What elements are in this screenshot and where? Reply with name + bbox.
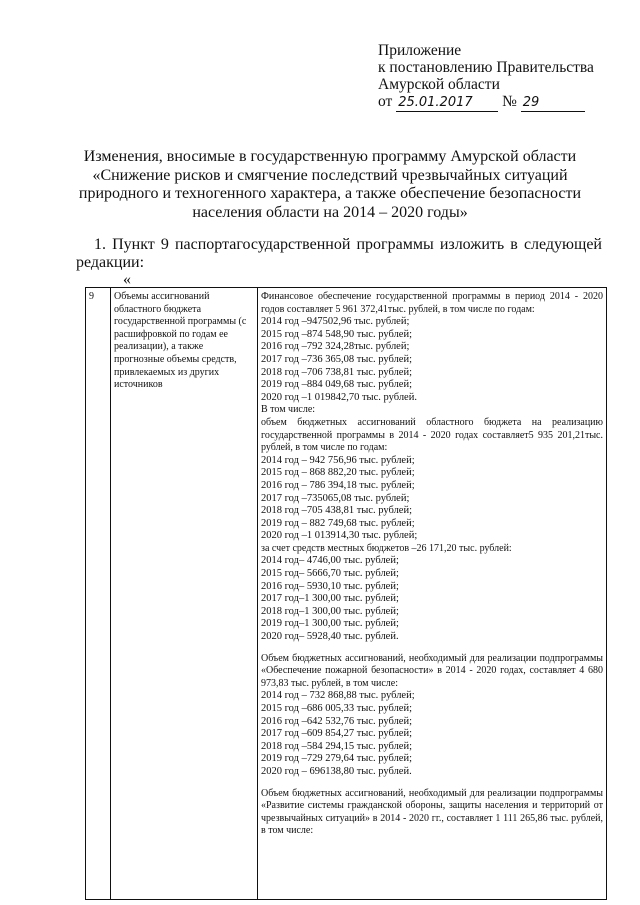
regional-years-list xyxy=(261,455,603,543)
year-line: 2016 год– 5930,10 тыс. рублей; xyxy=(261,580,399,592)
handwritten-number: 29 xyxy=(521,94,585,112)
including-label: В том числе: xyxy=(261,404,316,416)
local-years-list xyxy=(261,555,603,643)
header-date-line xyxy=(378,93,594,112)
header-line-3: Амурской области xyxy=(378,76,500,93)
year-line: 2019 год – 882 749,68 тыс. рублей; xyxy=(261,517,415,529)
document-header xyxy=(378,42,594,112)
year-line: 2019 год –884 049,68 тыс. рублей; xyxy=(261,379,413,391)
year-line: 2014 год –947502,96 тыс. рублей; xyxy=(261,316,410,328)
year-line: 2020 год –1 019842,70 тыс. рублей. xyxy=(261,391,417,403)
year-line: 2016 год –792 324,28тыс. рублей; xyxy=(261,341,410,353)
fire-subprogram-intro: Объем бюджетных ассигнований, необходимый для реализации подпрограммы «Обеспечение пожарной безопасности» в 2014 - 2020 годах, составляет 4 680 973,83 тыс. рублей, в том числе: xyxy=(261,652,603,689)
civil-defense-intro: Объем бюджетных ассигнований, необходимый для реализации подпрограммы «Развитие системы гражданской обороны, защиты населения и территорий от чрезвычайных ситуаций» в 2014 - 2020 гг., составляет 1 111 265,86 тыс. рублей, в том числе: xyxy=(261,787,603,837)
year-line: 2014 год – 942 756,96 тыс. рублей; xyxy=(261,454,415,466)
regional-intro: объем бюджетных ассигнований областного бюджета на реализацию государственной программы в 2014 - 2020 годах составляет5 935 201,21тыс. рублей, в том числе по годам: xyxy=(261,416,603,454)
total-intro: Финансовое обеспечение государственной программы в период 2014 - 2020 годов составляет 5 961 372,41тыс. рублей, в том числе по годам: xyxy=(261,291,603,315)
number-prefix: № xyxy=(502,93,517,110)
row-label: Объемы ассигнований областного бюджета государственной программы (с расшифровкой по годам ее реализации), а также прогнозные объемы средств, привлекаемых из других источников xyxy=(111,288,258,900)
header-line-1: Приложение xyxy=(378,42,462,59)
year-line: 2016 год –642 532,76 тыс. рублей; xyxy=(261,715,413,727)
year-line: 2018 год –706 738,81 тыс. рублей; xyxy=(261,366,413,378)
handwritten-date: 25.01.2017 xyxy=(396,94,498,112)
passport-table xyxy=(85,287,607,900)
year-line: 2019 год–1 300,00 тыс. рублей; xyxy=(261,618,399,630)
year-line: 2015 год –874 548,90 тыс. рублей; xyxy=(261,328,413,340)
year-line: 2018 год –705 438,81 тыс. рублей; xyxy=(261,505,413,517)
year-line: 2017 год–1 300,00 тыс. рублей; xyxy=(261,593,399,605)
paragraph-line-2: редакции: xyxy=(76,254,145,271)
row-content xyxy=(258,288,607,900)
year-line: 2017 год –609 854,27 тыс. рублей; xyxy=(261,728,413,740)
year-line: 2016 год – 786 394,18 тыс. рублей; xyxy=(261,479,415,491)
paragraph-line-1: 1. Пункт 9 паспортагосударственной программы изложить в следующей xyxy=(94,236,602,253)
year-line: 2014 год– 4746,00 тыс. рублей; xyxy=(261,555,399,567)
row-number: 9 xyxy=(86,288,111,900)
year-line: 2015 год – 868 882,20 тыс. рублей; xyxy=(261,467,415,479)
year-line: 2020 год –1 013914,30 тыс. рублей; xyxy=(261,530,418,542)
opening-quote: « xyxy=(123,271,131,288)
fire-years-list xyxy=(261,690,603,778)
year-line: 2018 год–1 300,00 тыс. рублей; xyxy=(261,605,399,617)
year-line: 2020 год– 5928,40 тыс. рублей. xyxy=(261,631,399,643)
year-line: 2015 год –686 005,33 тыс. рублей; xyxy=(261,703,413,714)
local-intro: за счет средств местных бюджетов –26 171,20 тыс. рублей: xyxy=(261,542,512,554)
total-years-list xyxy=(261,316,603,404)
document-title: Изменения, вносимые в государственную программу Амурской области «Снижение рисков и смягчение последствий чрезвычайных ситуаций природного и техногенного характера, а также обеспечение безопасности населения области на 2014 – 2020 годы» xyxy=(78,148,582,221)
year-line: 2020 год – 696138,80 тыс. рублей. xyxy=(261,765,412,777)
date-prefix: от xyxy=(378,93,393,110)
year-line: 2017 год –736 365,08 тыс. рублей; xyxy=(261,353,413,365)
table-row xyxy=(86,288,607,900)
year-line: 2018 год –584 294,15 тыс. рублей; xyxy=(261,740,413,752)
year-line: 2019 год –729 279,64 тыс. рублей; xyxy=(261,753,413,765)
year-line: 2015 год– 5666,70 тыс. рублей; xyxy=(261,568,399,580)
year-line: 2014 год – 732 868,88 тыс. рублей; xyxy=(261,690,415,702)
header-line-2: к постановлению Правительства xyxy=(378,59,594,76)
year-line: 2017 год –735065,08 тыс. рублей; xyxy=(261,492,410,504)
